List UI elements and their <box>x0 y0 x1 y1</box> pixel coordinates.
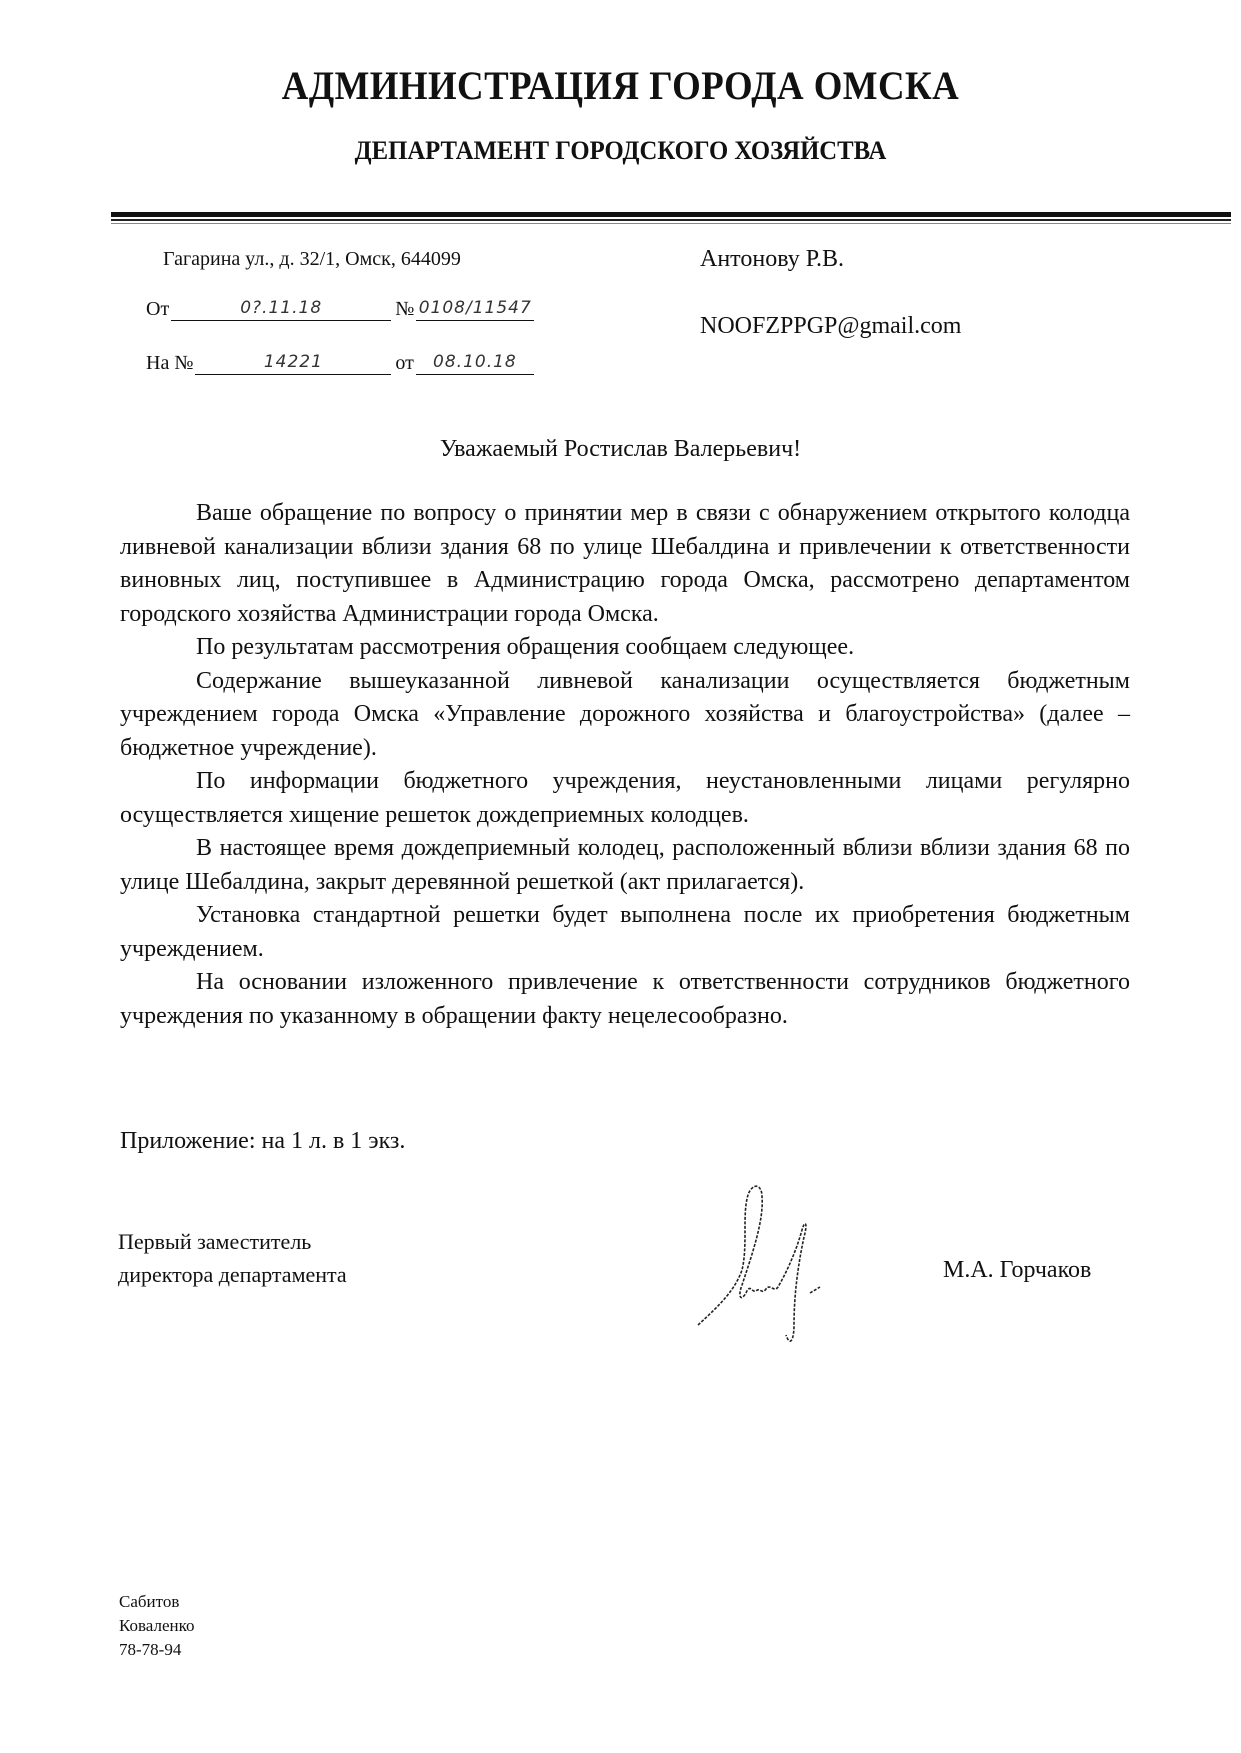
executors-block <box>119 1590 195 1662</box>
signer-name: М.А. Горчаков <box>943 1257 1092 1283</box>
outgoing-date-label: От <box>146 298 170 320</box>
recipient-email: NOOFZPPGP@gmail.com <box>700 313 962 339</box>
letterhead-divider-thin <box>111 219 1231 221</box>
outgoing-date-value: 0?.11.18 <box>171 296 391 321</box>
body-paragraph: Содержание вышеуказанной ливневой канализации осуществляется бюджетным учреждением города Омска «Управление дорожного хозяйства и благоустройства» (далее – бюджетное учреждение). <box>120 667 1130 761</box>
reference-date-value: 08.10.18 <box>416 350 534 375</box>
signer-position <box>118 1225 347 1291</box>
salutation: Уважаемый Ростислав Валерьевич! <box>439 436 802 462</box>
executor-phone: 78-78-94 <box>119 1640 182 1659</box>
sender-address: Гагарина ул., д. 32/1, Омск, 644099 <box>163 248 461 270</box>
outgoing-number-value: 0108/11547 <box>416 296 534 321</box>
executor-name: Коваленко <box>119 1616 195 1635</box>
reference-registration-row <box>146 350 534 375</box>
signer-position-line1: Первый заместитель <box>118 1229 312 1254</box>
reference-date-label: от <box>395 352 414 374</box>
reference-number-label: На № <box>146 352 194 374</box>
body-paragraph: На основании изложенного привлечение к ответственности сотрудников бюджетного учреждения по указанному в обращении факту нецелесообразно. <box>120 969 1130 1029</box>
organization-title: АДМИНИСТРАЦИЯ ГОРОДА ОМСКА <box>281 63 960 108</box>
recipient-name: Антонову Р.В. <box>700 246 845 272</box>
department-title: ДЕПАРТАМЕНТ ГОРОДСКОГО ХОЗЯЙСТВА <box>354 136 887 165</box>
outgoing-registration-row <box>146 296 534 321</box>
body-paragraph: По информации бюджетного учреждения, неустановленными лицами регулярно осуществляется хищение решеток дождеприемных колодцев. <box>120 768 1130 828</box>
body-paragraph: Ваше обращение по вопросу о принятии мер в связи с обнаружением открытого колодца ливневой канализации вблизи здания 68 по улице Шебалдина и привлечении к ответственности виновных лиц, поступившее в Администрацию города Омска, рассмотрено департаментом городского хозяйства Администрации города Омска. <box>120 500 1130 627</box>
reference-number-value: 14221 <box>195 350 391 375</box>
outgoing-number-label: № <box>395 298 415 320</box>
signer-position-line2: директора департамента <box>118 1262 347 1287</box>
attachment-note: Приложение: на 1 л. в 1 экз. <box>120 1128 406 1154</box>
executor-name: Сабитов <box>119 1592 180 1611</box>
body-paragraph: В настоящее время дождеприемный колодец, расположенный вблизи вблизи здания 68 по улице Шебалдина, закрыт деревянной решеткой (акт прилагается). <box>120 835 1130 895</box>
letter-body <box>120 497 1130 1033</box>
handwritten-signature <box>690 1175 850 1350</box>
body-paragraph: По результатам рассмотрения обращения сообщаем следующее. <box>196 634 855 660</box>
letterhead-divider-hairline <box>111 223 1231 224</box>
body-paragraph: Установка стандартной решетки будет выполнена после их приобретения бюджетным учреждением. <box>120 902 1130 962</box>
letterhead-divider-thick <box>111 212 1231 217</box>
